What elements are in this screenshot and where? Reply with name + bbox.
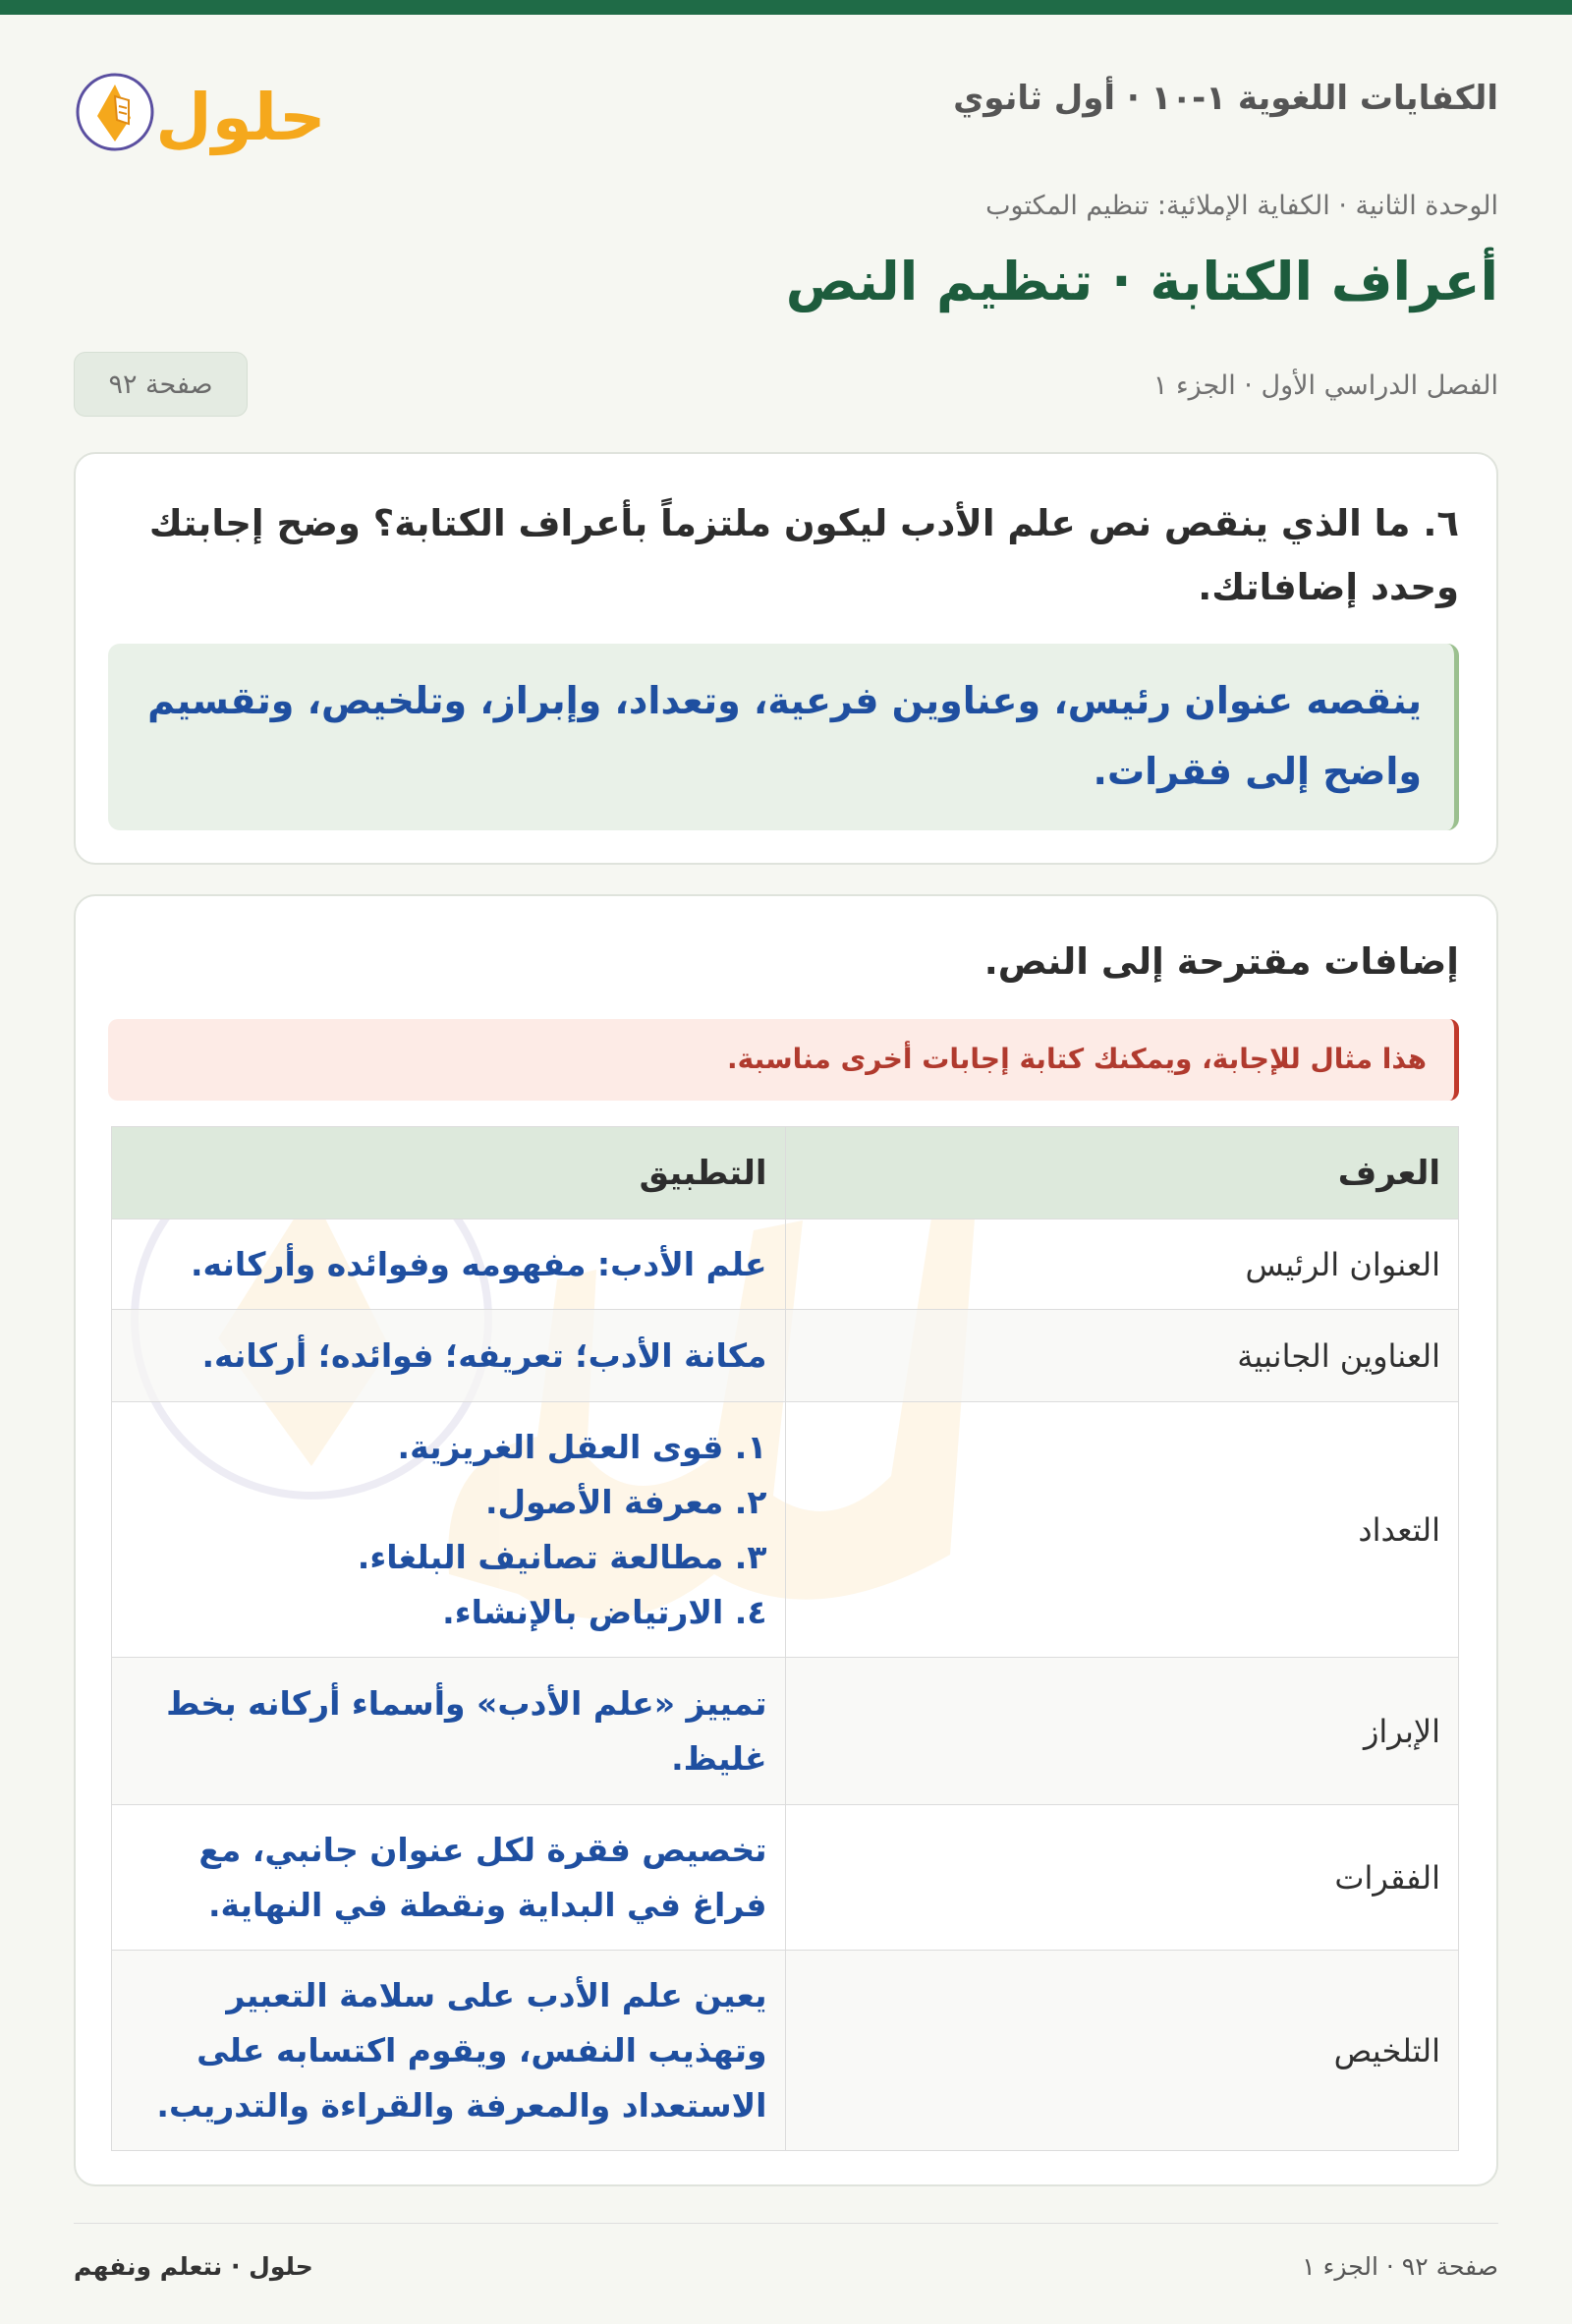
footer-divider bbox=[74, 2223, 1498, 2224]
course-title: الكفايات اللغوية ١-١٠ · أول ثانوي bbox=[953, 79, 1498, 118]
page-number-badge: صفحة ٩٢ bbox=[74, 352, 248, 417]
page-title: أعراف الكتابة · تنظيم النص bbox=[785, 251, 1498, 312]
semester-label: الفصل الدراسي الأول · الجزء ١ bbox=[1152, 370, 1498, 401]
additions-table bbox=[111, 1126, 1459, 2151]
apply-line: علم الأدب: مفهومه وفوائده وأركانه. bbox=[190, 1244, 767, 1283]
apply-line: تخصيص فقرة لكل عنوان جانبي، مع فراغ في البداية ونقطة في النهاية. bbox=[198, 1830, 767, 1924]
row-custom: العنوان الرئيس bbox=[785, 1219, 1459, 1310]
additions-card bbox=[74, 894, 1498, 2186]
row-apply bbox=[112, 1310, 786, 1402]
question-text: ٦. ما الذي ينقص نص علم الأدب ليكون ملتزماً بأعراف الكتابة؟ وضح إجابتك وحدد إضافاتك. bbox=[148, 502, 1459, 608]
row-custom: الإبراز bbox=[785, 1658, 1459, 1805]
page-header bbox=[74, 59, 1498, 167]
row-apply bbox=[112, 1805, 786, 1951]
header-apply: التطبيق bbox=[112, 1127, 786, 1219]
additions-table-wrap bbox=[111, 1126, 1459, 2151]
answer-text: ينقصه عنوان رئيس، وعناوين فرعية، وتعداد، وإبراز، وتلخيص، وتقسيم واضح إلى فقرات. bbox=[147, 679, 1422, 793]
row-apply bbox=[112, 1219, 786, 1310]
note-box bbox=[108, 1019, 1459, 1101]
row-custom: العناوين الجانبية bbox=[785, 1310, 1459, 1402]
apply-line: ٣. مطالعة تصانيف البلغاء. bbox=[357, 1537, 767, 1576]
apply-line: يعين علم الأدب على سلامة التعبير وتهذيب النفس، ويقوم اكتسابه على الاستعداد والمعرفة والقراءة والتدريب. bbox=[156, 1975, 767, 2125]
row-apply bbox=[112, 1951, 786, 2151]
table-row bbox=[112, 1951, 1459, 2151]
footer-brand: حلول · نتعلم ونفهم bbox=[74, 2252, 313, 2281]
top-accent-bar bbox=[0, 0, 1572, 15]
logo-wordmark: حلول bbox=[155, 80, 326, 155]
note-text: هذا مثال للإجابة، ويمكنك كتابة إجابات أخرى مناسبة. bbox=[727, 1043, 1427, 1075]
row-custom: الفقرات bbox=[785, 1805, 1459, 1951]
logo-icon bbox=[74, 59, 329, 167]
header-custom: العرف bbox=[785, 1127, 1459, 1219]
apply-line: مكانة الأدب؛ تعريفه؛ فوائده؛ أركانه. bbox=[201, 1335, 767, 1375]
row-custom: التعداد bbox=[785, 1402, 1459, 1658]
apply-line: تمييز «علم الأدب» وأسماء أركانه بخط غليظ. bbox=[166, 1683, 767, 1778]
table-row bbox=[112, 1658, 1459, 1805]
section-title: إضافات مقترحة إلى النص. bbox=[983, 940, 1459, 983]
row-apply bbox=[112, 1402, 786, 1658]
answer-box bbox=[108, 644, 1459, 830]
table-header-row bbox=[112, 1127, 1459, 1219]
table-row bbox=[112, 1219, 1459, 1310]
question-card bbox=[74, 452, 1498, 865]
hulul-logo[interactable] bbox=[74, 59, 329, 167]
table-row bbox=[112, 1402, 1459, 1658]
table-row bbox=[112, 1805, 1459, 1951]
footer-page-info: صفحة ٩٢ · الجزء ١ bbox=[1302, 2252, 1498, 2281]
breadcrumb: الوحدة الثانية · الكفاية الإملائية: تنظيم المكتوب bbox=[985, 191, 1498, 221]
apply-line: ١. قوى العقل الغريزية. bbox=[397, 1427, 767, 1466]
row-apply bbox=[112, 1658, 786, 1805]
apply-line: ٢. معرفة الأصول. bbox=[484, 1482, 767, 1521]
table-row bbox=[112, 1310, 1459, 1402]
apply-line: ٤. الارتياض بالإنشاء. bbox=[442, 1592, 767, 1631]
row-custom: التلخيص bbox=[785, 1951, 1459, 2151]
